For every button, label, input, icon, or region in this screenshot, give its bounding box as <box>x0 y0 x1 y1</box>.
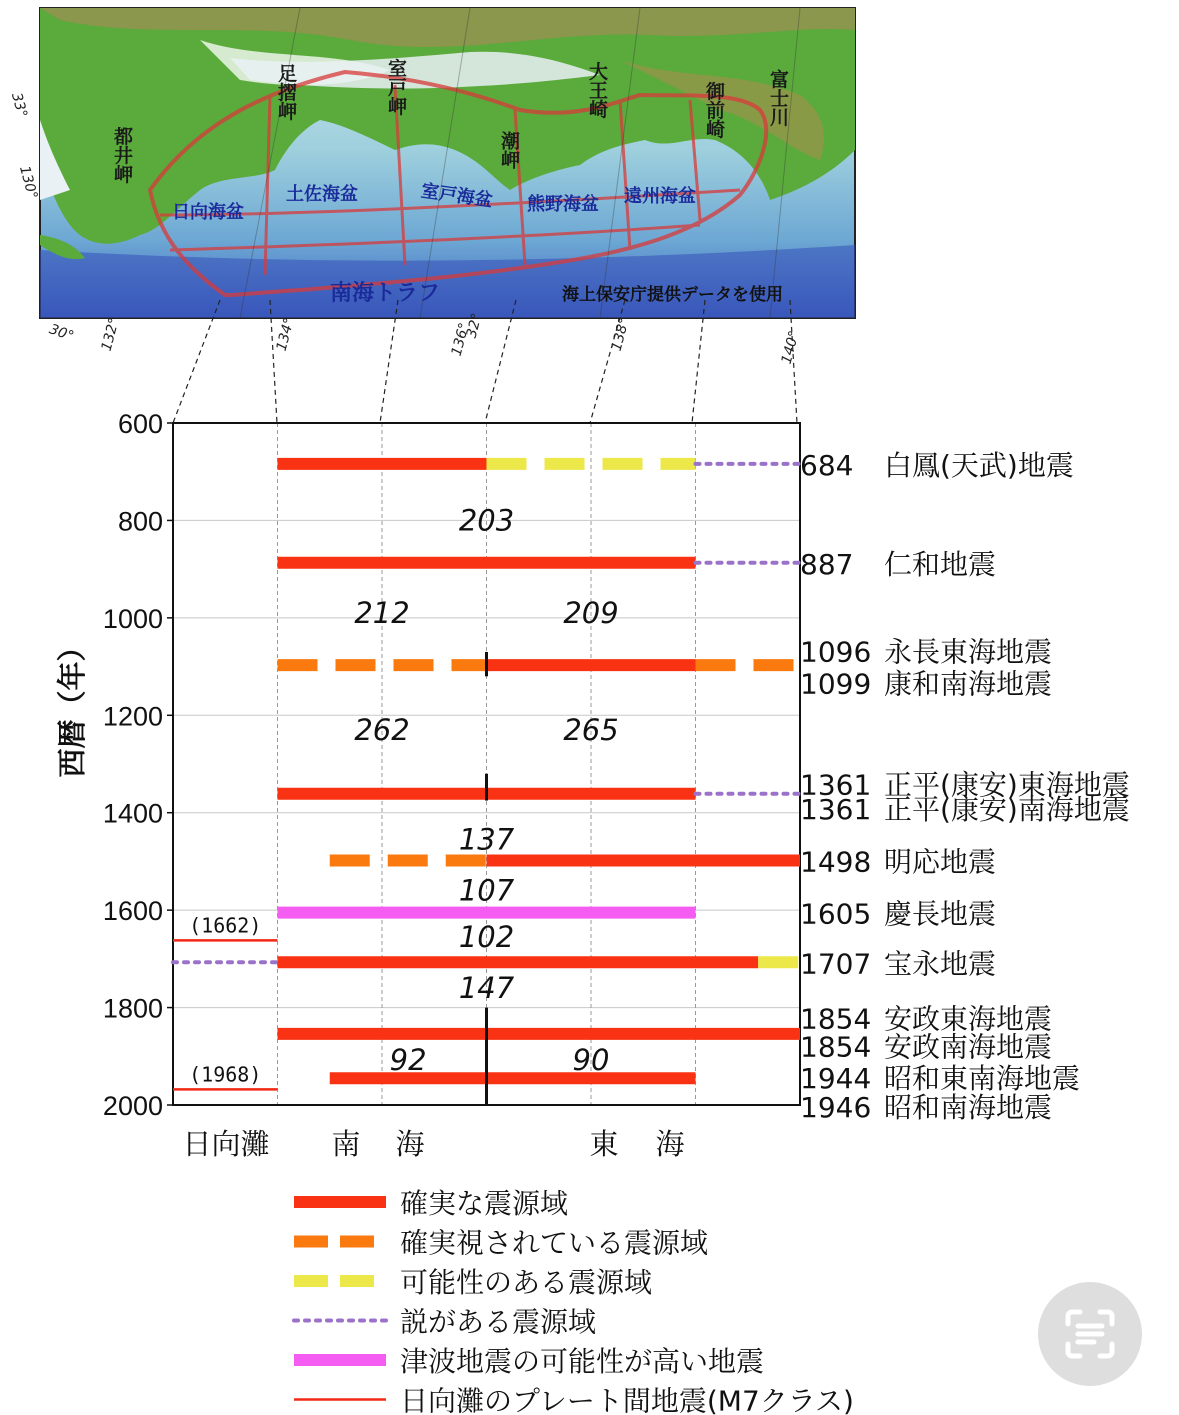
event-name: 白鳳(天武)地震 <box>884 448 1074 482</box>
event-year: 1944 <box>800 1062 872 1096</box>
lon-tick-136: 136° <box>448 321 473 358</box>
hyuga-event-label: (1662) <box>189 913 262 938</box>
zone-label: 南 <box>331 1127 361 1161</box>
legend-label: 日向灘のプレート間地震(M7クラス) <box>400 1384 854 1415</box>
label-hyuga-basin: 日向海盆 <box>172 202 244 223</box>
lon-tick-138: 138° <box>608 316 633 353</box>
event-year: 1605 <box>800 897 872 931</box>
zone-label: 海 <box>395 1127 425 1161</box>
label-enshu-basin: 遠州海盆 <box>624 186 696 207</box>
legend-label: 確実視されている震源域 <box>400 1226 709 1260</box>
lon-tick-32: 32° <box>463 311 486 340</box>
event-year: 1361 <box>800 768 872 802</box>
event-year: 1707 <box>800 947 872 981</box>
label-toi-misaki: 都井岬 <box>111 126 133 184</box>
label-fujikawa: 富士川 <box>767 69 789 127</box>
event-name: 正平(康安)東海地震 <box>884 768 1130 802</box>
hyuga-event-label: (1968) <box>189 1062 262 1087</box>
lat-tick-130: 130° <box>16 164 41 201</box>
interval-years: 102 <box>458 919 515 954</box>
zone-label: 東 <box>589 1127 619 1161</box>
interval-years: 92 <box>389 1043 427 1078</box>
y-tick-label: 1800 <box>102 993 163 1024</box>
interval-years: 209 <box>563 595 619 630</box>
label-kumano-basin: 熊野海盆 <box>527 194 599 215</box>
lon-tick-140: 140° <box>778 329 803 366</box>
interval-years: 147 <box>458 971 515 1006</box>
interval-years: 90 <box>572 1043 610 1078</box>
label-tosa-basin: 土佐海盆 <box>286 184 358 205</box>
legend-label: 確実な震源域 <box>400 1187 569 1220</box>
legend-label: 説がある震源域 <box>400 1305 597 1339</box>
event-name: 昭和南海地震 <box>884 1090 1053 1124</box>
earthquake-timeline-chart <box>55 409 1130 1161</box>
event-year: 1361 <box>800 792 872 826</box>
event-name: 安政東海地震 <box>884 1002 1053 1036</box>
y-tick-label: 600 <box>117 409 163 439</box>
lon-tick-132: 132° <box>98 316 123 353</box>
event-name: 昭和東南海地震 <box>884 1062 1081 1096</box>
event-name: 安政南海地震 <box>884 1030 1053 1064</box>
interval-years: 107 <box>458 873 515 908</box>
y-tick-label: 800 <box>117 506 163 537</box>
lon-tick-134: 134° <box>273 316 298 353</box>
event-name: 明応地震 <box>884 845 997 879</box>
label-daiou-zaki: 大王崎 <box>586 61 608 119</box>
legend <box>294 1187 854 1415</box>
y-tick-label: 1400 <box>102 798 163 829</box>
legend-label: 津波地震の可能性が高い地震 <box>400 1345 765 1378</box>
event-name: 永長東海地震 <box>884 635 1053 669</box>
event-name: 仁和地震 <box>884 547 997 581</box>
event-name: 正平(康安)南海地震 <box>884 792 1130 826</box>
interval-years: 137 <box>458 822 515 857</box>
y-tick-label: 1000 <box>102 603 163 634</box>
label-omae-zaki: 御前崎 <box>703 81 725 139</box>
event-name: 宝永地震 <box>884 947 997 981</box>
y-tick-label: 2000 <box>102 1091 163 1121</box>
zone-label: 日向灘 <box>182 1127 270 1161</box>
event-year: 684 <box>800 448 854 482</box>
interval-years: 203 <box>458 503 515 538</box>
label-muroto-basin: 室戸海盆 <box>419 180 494 212</box>
zone-label: 海 <box>655 1127 685 1161</box>
scan-text-icon <box>1038 1282 1142 1386</box>
legend-label: 可能性のある震源域 <box>400 1266 653 1299</box>
lens-scan-button[interactable] <box>1038 1282 1142 1386</box>
interval-years: 265 <box>563 712 619 747</box>
event-name: 康和南海地震 <box>884 667 1053 701</box>
label-nankai-trough: 南海トラフ <box>330 281 441 306</box>
interval-years: 262 <box>354 712 410 747</box>
event-name: 慶長地震 <box>884 897 997 931</box>
lat-tick-33: 33° <box>8 91 30 120</box>
label-ashizuri-misaki: 足摺岬 <box>275 63 297 121</box>
event-year: 1854 <box>800 1030 872 1064</box>
y-axis-label: 西暦（年） <box>55 632 89 778</box>
lon-tick-30: 30° <box>47 321 76 345</box>
label-shio-misaki: 潮岬 <box>498 131 520 169</box>
map-credit: 海上保安庁提供データを使用 <box>562 285 783 305</box>
event-year: 887 <box>800 547 854 581</box>
y-tick-label: 1200 <box>102 701 163 732</box>
event-year: 1854 <box>800 1002 872 1036</box>
label-muroto-misaki: 室戸岬 <box>385 58 407 116</box>
event-year: 1946 <box>800 1090 872 1124</box>
event-year: 1096 <box>800 635 872 669</box>
event-year: 1099 <box>800 667 872 701</box>
y-tick-label: 1600 <box>102 896 163 927</box>
event-year: 1498 <box>800 845 872 879</box>
nankai-map <box>8 8 855 366</box>
interval-years: 212 <box>354 595 410 630</box>
